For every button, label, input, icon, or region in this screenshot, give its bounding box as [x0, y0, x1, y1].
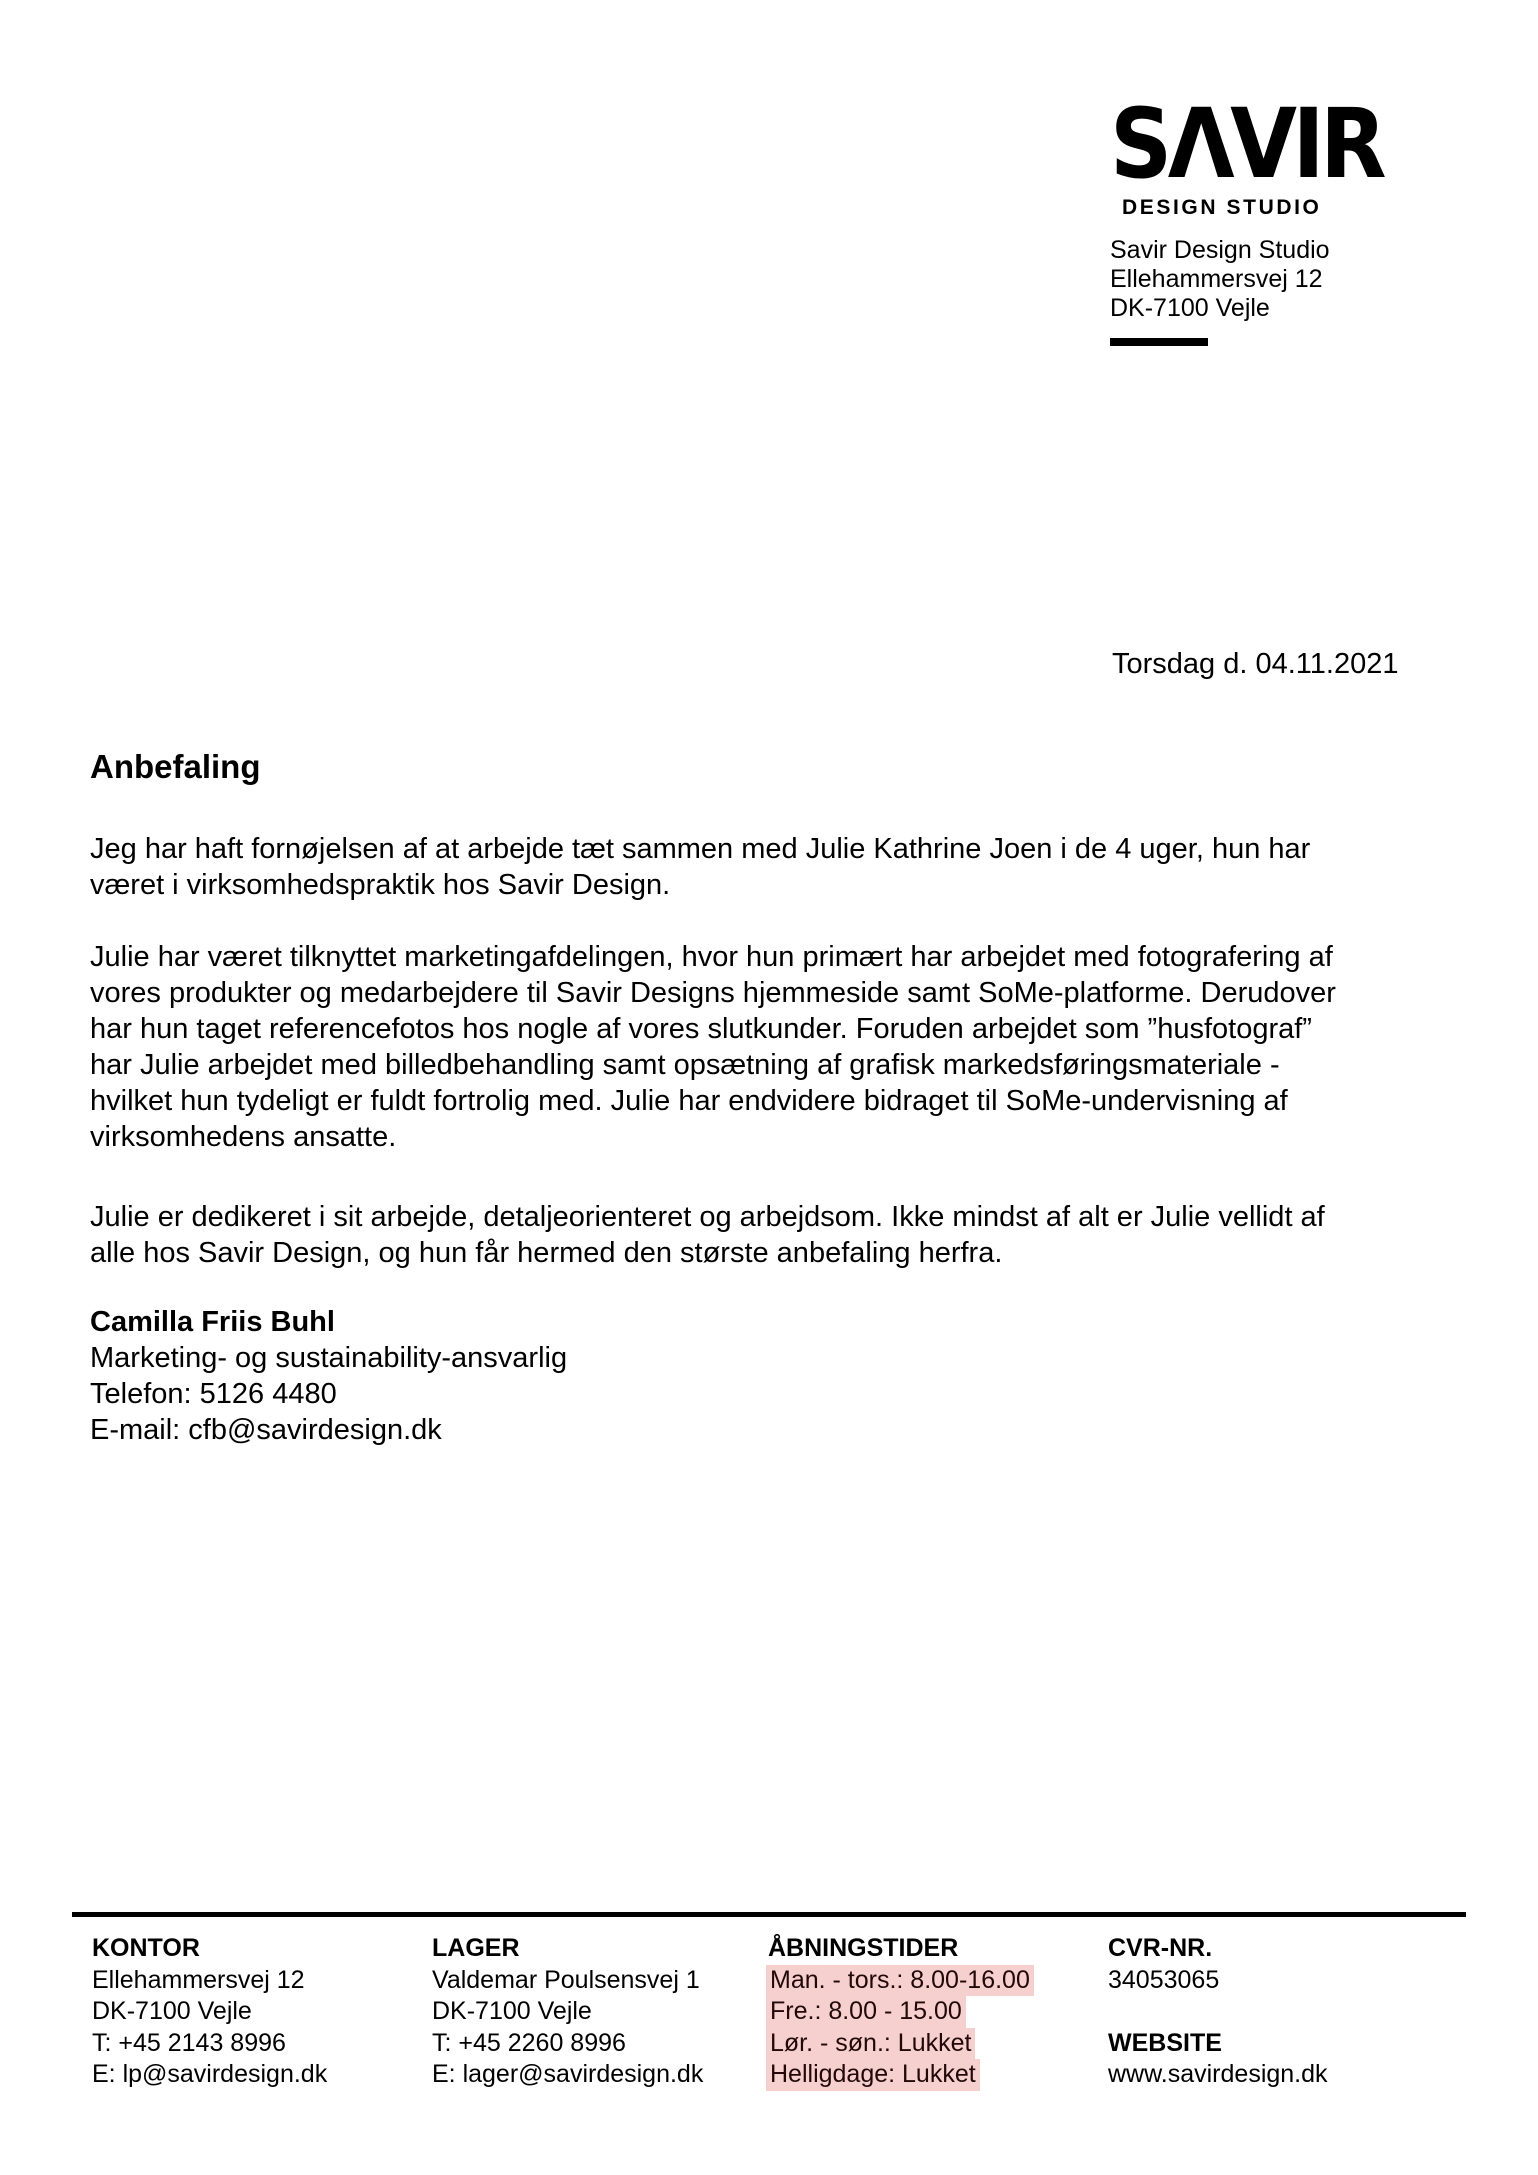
footer-column-opening-hours [768, 1933, 1034, 2091]
opening-hours-sat-sun: Lør. - søn.: Lukket [766, 2028, 975, 2060]
paragraph-2-line: har Julie arbejdet med billedbehandling samt opsætning af grafisk markedsføringsmateriale - [90, 1049, 1280, 1081]
kontor-city: DK-7100 Vejle [92, 1997, 252, 2025]
opening-hours-holidays: Helligdage: Lukket [766, 2059, 980, 2091]
paragraph-2-line: Julie har været tilknyttet marketingafdelingen, hvor hun primært har arbejdet med fotografering af [90, 941, 1333, 973]
signature-name: Camilla Friis Buhl [90, 1306, 335, 1338]
lager-phone: T: +45 2260 8996 [432, 2028, 626, 2057]
kontor-street: Ellehammersvej 12 [92, 1965, 305, 1994]
letterhead-rule [1110, 338, 1208, 346]
website-header: WEBSITE [1108, 2028, 1222, 2057]
footer-rule [72, 1912, 1466, 1917]
opening-hours-line [768, 1965, 1034, 1997]
letter-title: Anbefaling [90, 748, 261, 785]
paragraph-2-line: hvilket hun tydeligt er fuldt fortrolig med. Julie har endvidere bidraget til SoMe-undervisning af [90, 1085, 1288, 1117]
footer-column-lager [432, 1933, 703, 2091]
paragraph-2 [90, 939, 1336, 1155]
opening-hours-line [768, 1996, 1034, 2028]
savir-logo-tagline: DESIGN STUDIO [1122, 196, 1322, 219]
lager-email: E: lager@savirdesign.dk [432, 2060, 704, 2088]
paragraph-1-line: Jeg har haft fornøjelsen af at arbejde tæt sammen med Julie Kathrine Joen i de 4 uger, hun har [90, 833, 1311, 865]
lager-city: DK-7100 Vejle [432, 1997, 592, 2025]
paragraph-3 [90, 1199, 1325, 1271]
cvr-header: CVR-NR. [1108, 1934, 1213, 1962]
letterhead-company: Savir Design Studio [1110, 236, 1330, 264]
letterhead [1110, 88, 1412, 346]
kontor-email: E: lp@savirdesign.dk [92, 2060, 328, 2088]
savir-logo-wordmark: SΛVIR [1110, 88, 1383, 200]
footer-column-kontor [92, 1933, 327, 2091]
opening-hours-mon-thu: Man. - tors.: 8.00-16.00 [766, 1965, 1034, 1997]
kontor-phone: T: +45 2143 8996 [92, 2028, 286, 2057]
lager-header: LAGER [432, 1934, 520, 1962]
signature-email: E-mail: cfb@savirdesign.dk [90, 1414, 442, 1446]
paragraph-2-line: har hun taget referencefotos hos nogle af vores slutkunder. Foruden arbejdet som ”husfotograf” [90, 1013, 1312, 1045]
opening-hours-header: ÅBNINGSTIDER [768, 1934, 959, 1962]
lager-street: Valdemar Poulsensvej 1 [432, 1965, 700, 1994]
opening-hours-line [768, 2028, 1034, 2060]
letterhead-street: Ellehammersvej 12 [1110, 265, 1323, 293]
opening-hours-line [768, 2059, 1034, 2091]
paragraph-2-line: vores produkter og medarbejdere til Savir Designs hjemmeside samt SoMe-platforme. Derudover [90, 977, 1336, 1009]
signature-phone: Telefon: 5126 4480 [90, 1378, 337, 1410]
signature-role: Marketing- og sustainability-ansvarlig [90, 1342, 568, 1374]
footer-spacer [1108, 1996, 1328, 2028]
signature-block [90, 1304, 567, 1448]
website-url: www.savirdesign.dk [1108, 2060, 1328, 2088]
paragraph-3-line: alle hos Savir Design, og hun får hermed den største anbefaling herfra. [90, 1237, 1003, 1269]
paragraph-3-line: Julie er dedikeret i sit arbejde, detaljeorienteret og arbejdsom. Ikke mindst af alt er Julie vellidt af [90, 1201, 1325, 1233]
footer-column-cvr-website [1108, 1933, 1328, 2091]
opening-hours-fri: Fre.: 8.00 - 15.00 [766, 1996, 966, 2028]
cvr-number: 34053065 [1108, 1965, 1220, 1994]
paragraph-1-line: været i virksomhedspraktik hos Savir Design. [90, 869, 671, 901]
paragraph-2-line: virksomhedens ansatte. [90, 1121, 397, 1153]
paragraph-1 [90, 831, 1310, 903]
letterhead-address [1110, 236, 1412, 323]
kontor-header: KONTOR [92, 1934, 200, 1962]
date-line: Torsdag d. 04.11.2021 [1112, 648, 1399, 680]
letterhead-city: DK-7100 Vejle [1110, 294, 1270, 322]
